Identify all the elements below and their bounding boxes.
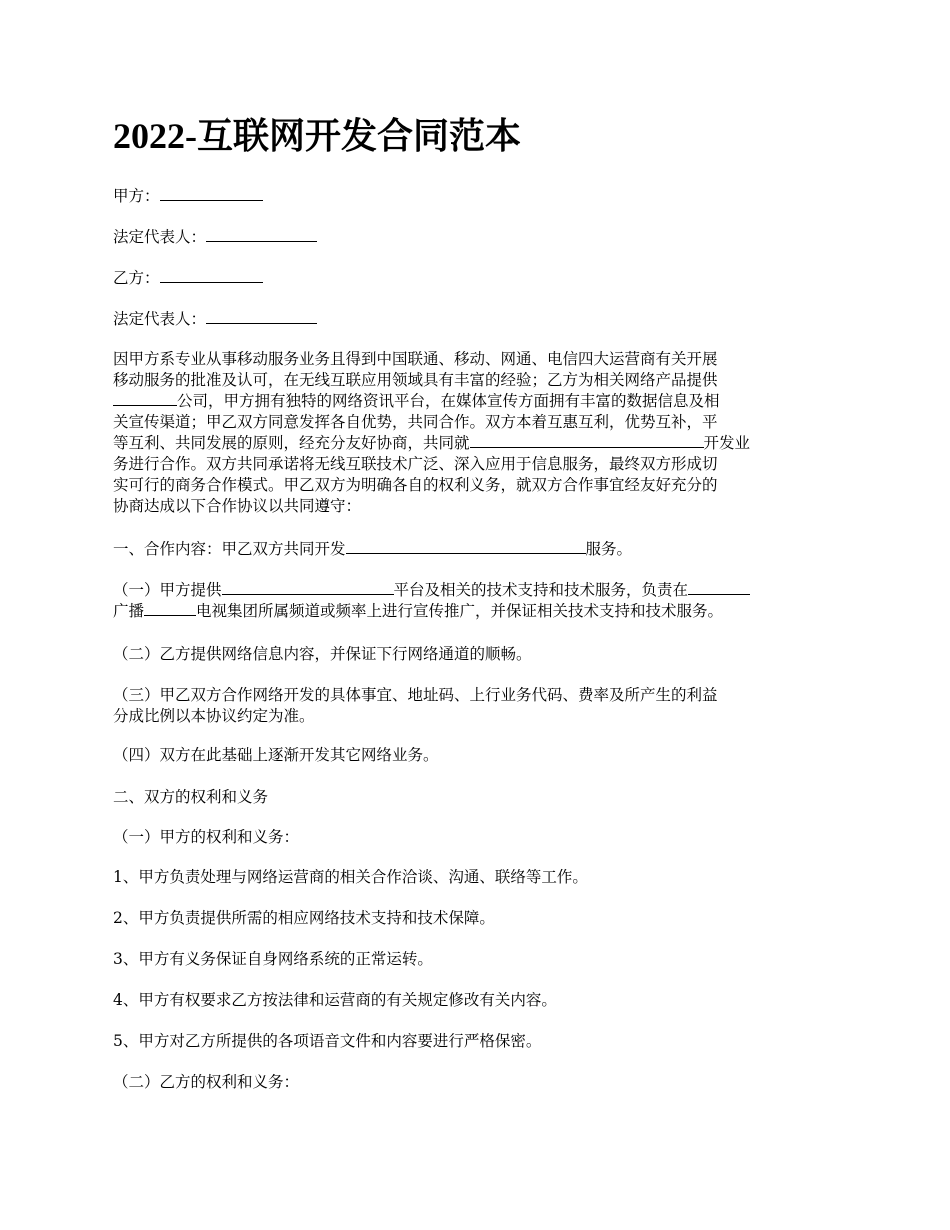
intro-line: 移动服务的批准及认可，在无线互联应用领域具有丰富的经验；乙方为相关网络产品提供: [113, 371, 718, 389]
rep-b-blank: [206, 309, 317, 324]
platform-blank: [222, 580, 394, 595]
rep-b-label: 法定代表人：: [113, 310, 207, 328]
intro-line: 等互利、共同发展的原则，经充分友好协商，共同就 开发业: [113, 434, 751, 452]
section1-item4: （四）双方在此基础上逐渐开发其它网络业务。: [113, 746, 439, 764]
list-item: 5、甲方对乙方所提供的各项语音文件和内容要进行严格保密。: [113, 1032, 542, 1050]
section2-heading: 二、双方的权利和义务: [113, 788, 269, 806]
party-a-label: 甲方：: [113, 187, 160, 205]
intro-line: 因甲方系专业从事移动服务业务且得到中国联通、移动、网通、电信四大运营商有关开展: [113, 350, 718, 368]
list-item: 1、甲方负责处理与网络运营商的相关合作洽谈、沟通、联络等工作。: [113, 868, 588, 886]
list-item: 2、甲方负责提供所需的相应网络技术支持和技术保障。: [113, 909, 495, 927]
section1-heading: 一、合作内容：甲乙双方共同开发 服务。: [113, 540, 633, 558]
party-a-blank: [160, 186, 263, 201]
list-item: 3、甲方有义务保证自身网络系统的正常运转。: [113, 950, 433, 968]
supplier-blank: [113, 391, 177, 406]
section1-item1-line2: 广播 电视集团所属频道或频率上进行宣传推广，并保证相关技术支持和技术服务。: [113, 602, 724, 620]
section1-item1-line1: （一）甲方提供 平台及相关的技术支持和技术服务，负责在: [113, 580, 840, 601]
list-item: 4、甲方有权要求乙方按法律和运营商的有关规定修改有关内容。: [113, 991, 557, 1009]
section1-item3-line2: 分成比例以本协议约定为准。: [113, 707, 315, 725]
intro-line: 实可行的商务合作模式。甲乙双方为明确各自的权利义务，就双方合作事宜经友好充分的: [113, 476, 718, 494]
intro-line: 关宣传渠道；甲乙双方同意发挥各自优势，共同合作。双方本着互惠互利，优势互补，平: [113, 413, 718, 431]
intro-line: 协商达成以下合作协议以共同遵守：: [113, 497, 362, 515]
rep-b-line: [113, 309, 840, 330]
rep-a-line: [113, 227, 840, 248]
project-blank: [470, 433, 704, 448]
party-b-blank: [160, 268, 263, 283]
tv-group-blank: [144, 601, 196, 616]
section1-item3-line1: （三）甲乙双方合作网络开发的具体事宜、地址码、上行业务代码、费率及所产生的利益: [113, 686, 718, 704]
section2-sub-a: （一）甲方的权利和义务：: [113, 828, 300, 846]
party-a-line: [113, 186, 840, 207]
intro-line: 公司，甲方拥有独特的网络资讯平台，在媒体宣传方面拥有丰富的数据信息及相: [113, 391, 840, 412]
party-b-line: [113, 268, 840, 289]
rep-a-label: 法定代表人：: [113, 228, 207, 246]
intro-line: 务进行合作。双方共同承诺将无线互联技术广泛、深入应用于信息服务，最终双方形成切: [113, 455, 718, 473]
section2-sub-b: （二）乙方的权利和义务：: [113, 1073, 300, 1091]
broadcast-blank: [688, 580, 750, 595]
section1-item2: （二）乙方提供网络信息内容，并保证下行网络通道的顺畅。: [113, 645, 532, 663]
party-b-label: 乙方：: [113, 269, 160, 287]
document-title: 2022-互联网开发合同范本: [113, 116, 521, 156]
rep-a-blank: [206, 227, 317, 242]
service-blank: [346, 539, 586, 554]
